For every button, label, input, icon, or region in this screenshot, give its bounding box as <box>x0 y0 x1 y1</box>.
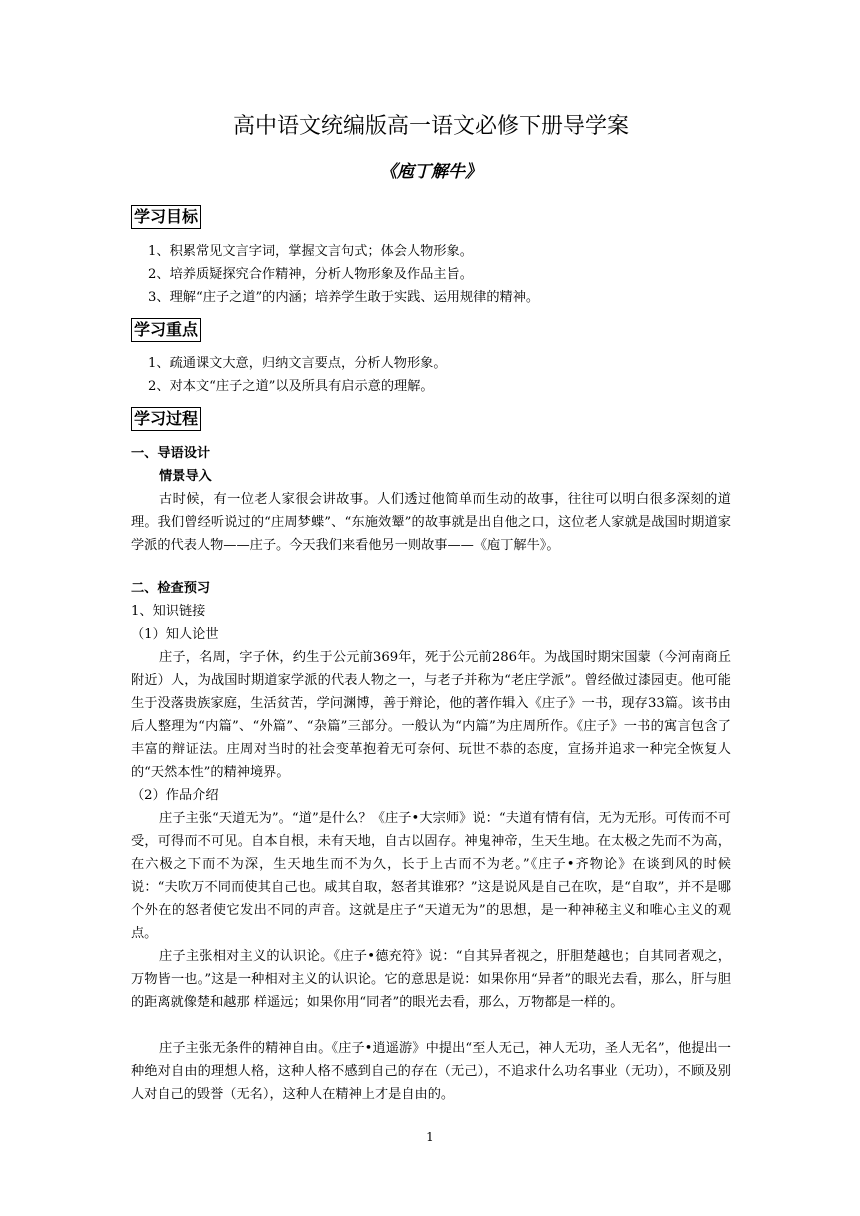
author-subheading: （1）知人论世 <box>131 627 219 642</box>
section-heading-goals: 学习目标 <box>131 205 201 229</box>
goal-item: 1、积累常见文言字词，掌握文言句式；体会人物形象。 <box>148 244 473 259</box>
works-paragraph-3: 庄子主张无条件的精神自由。《庄子•逍遥游》中提出“至人无己，神人无功，圣人无名”，他提出一种绝对自由的理想人格，这种人格不感到自己的存在（无己），不追求什么功名事业（无功），不顾及别人对自己的毁誉（无名），这种人在精神上才是自由的。 <box>131 1041 731 1102</box>
goal-item: 2、培养质疑探究合作精神，分析人物形象及作品主旨。 <box>148 267 473 282</box>
part2-title: 二、检查预习 <box>131 581 211 596</box>
section-heading-process: 学习过程 <box>131 407 201 431</box>
focus-item: 1、疏通课文大意，归纳文言要点，分析人物形象。 <box>148 356 447 371</box>
part1-subtitle: 情景导入 <box>159 469 212 484</box>
goal-item: 3、理解“庄子之道”的内涵；培养学生敢于实践、运用规律的精神。 <box>148 290 540 305</box>
section-heading-focus: 学习重点 <box>131 318 201 342</box>
works-paragraph-1: 庄子主张“天道无为”。“道”是什么？《庄子•大宗师》说：“夫道有情有信，无为无形。可传而不可受，可得而不可见。自本自根，未有天地，自古以固存。神鬼神帝，生天生地。在太极之先而不为高，在六极之下而不为深，生天地生而不为久，长于上古而不为老。”《庄子•齐物论》在谈到风的时候说：“夫吹万不同而使其自己也。咸其自取，怒者其谁邪？”这是说风是自己在吹，是“自取”，并不是哪个外在的怒者使它发出不同的声音。这就是庄子“天道无为”的思想，是一种神秘主义和唯心主义的观点。 <box>131 811 731 941</box>
works-subheading: （2）作品介绍 <box>131 788 219 803</box>
works-paragraph-2: 庄子主张相对主义的认识论。《庄子•德充符》说：“自其异者视之，肝胆楚越也；自其同者观之，万物皆一也。”这是一种相对主义的认识论。它的意思是说：如果你用“异者”的眼光去看，那么，肝与胆的距离就像楚和越那 样遥远；如果你用“同者”的眼光去看，那么，万物都是一样的。 <box>131 949 731 1010</box>
focus-item: 2、对本文“庄子之道”以及所具有启示意的理解。 <box>148 379 434 394</box>
intro-paragraph: 古时候，有一位老人家很会讲故事。人们透过他简单而生动的故事，往往可以明白很多深刻的道理。我们曾经听说过的“庄周梦蝶”、“东施效颦”的故事就是出自他之口，这位老人家就是战国时期道家学派的代表人物——庄子。今天我们来看他另一则故事——《庖丁解牛》。 <box>131 492 731 553</box>
document-title: 高中语文统编版高一语文必修下册导学案 <box>232 114 629 139</box>
part1-title: 一、导语设计 <box>131 446 211 461</box>
knowledge-link-heading: 1、知识链接 <box>131 604 206 619</box>
document-subtitle: 《庖丁解牛》 <box>380 162 482 182</box>
author-paragraph: 庄子，名周，字子休，约生于公元前369年，死于公元前286年。为战国时期宋国蒙（今河南商丘附近）人，为战国时期道家学派的代表人物之一，与老子并称为“老庄学派”。曾经做过漆园吏。他可能生于没落贵族家庭，生活贫苦，学问渊博，善于辩论，他的著作辑入《庄子》一书，现存33篇。该书由后人整理为“内篇”、“外篇”、“杂篇”三部分。一般认为“内篇”为庄周所作。《庄子》一书的寓言包含了丰富的辩证法。庄周对当时的社会变革抱着无可奈何、玩世不恭的态度，宣扬并追求一种完全恢复人的“天然本性”的精神境界。 <box>131 650 731 780</box>
page-number: 1 <box>426 1130 434 1144</box>
